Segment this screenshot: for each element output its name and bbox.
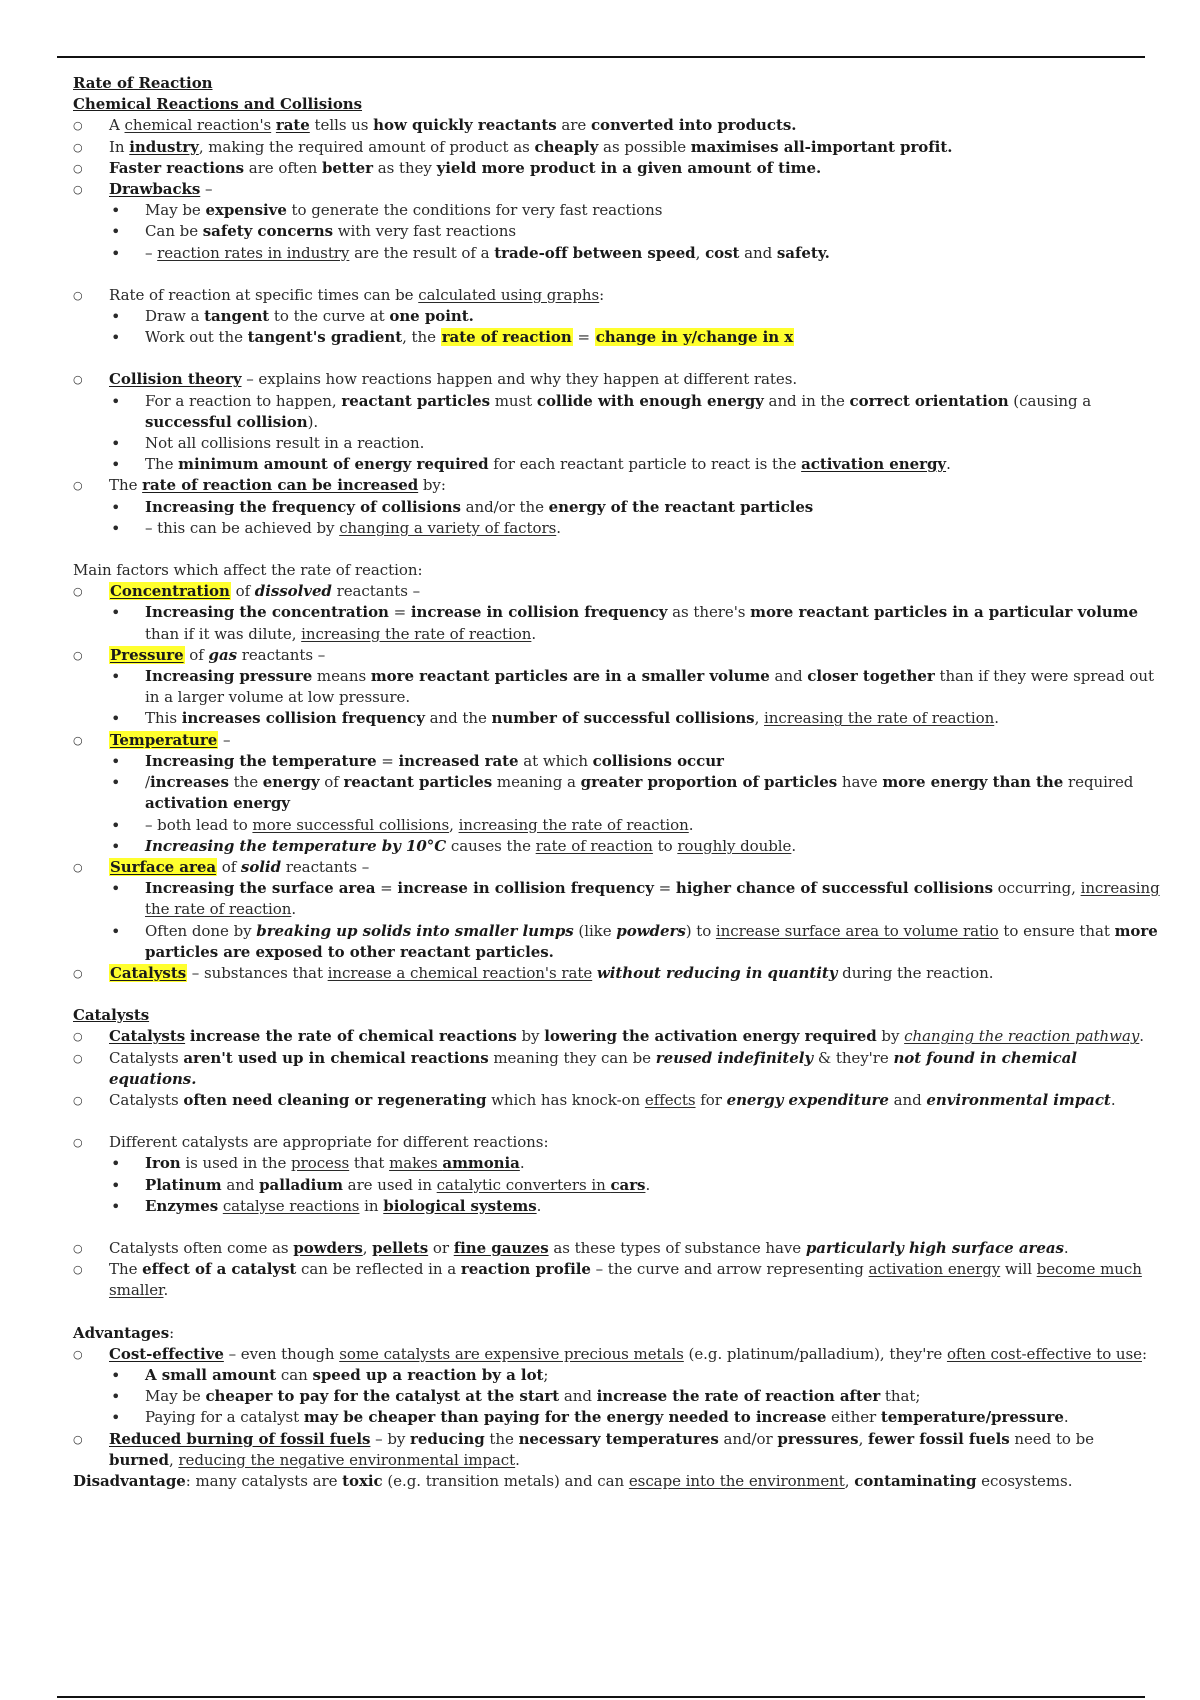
sub-bullet-item (73, 1153, 1163, 1174)
bullet-dot-icon: • (111, 434, 121, 454)
paragraph (73, 1005, 1163, 1026)
line-text: Increasing the surface area = increase in collision frequency = higher chance of successful collisions occurring, increasing the rate of reaction. (145, 879, 1160, 919)
line-text: Increasing the frequency of collisions and/or the energy of the reactant particles (145, 497, 814, 516)
hollow-bullet-icon: ○ (73, 733, 83, 747)
line-text: Often done by breaking up solids into smaller lumps (like powders) to increase surface area to volume ratio to ensure that more particles are exposed to other reactant particles. (145, 921, 1158, 961)
bullet-dot-icon: • (111, 836, 121, 856)
line-text: Catalysts often come as powders, pellets or fine gauzes as these types of substance have particularly high surface areas. (109, 1238, 1069, 1257)
bullet-dot-icon: • (111, 879, 121, 899)
hollow-bullet-icon: ○ (73, 161, 83, 175)
hollow-bullet-icon: ○ (73, 140, 83, 154)
line-text: Faster reactions are often better as they yield more product in a given amount of time. (109, 158, 822, 177)
line-text: Increasing the concentration = increase in collision frequency as there's more reactant particles in a particular volume than if it was dilute, increasing the rate of reaction. (145, 603, 1139, 643)
spacer (73, 984, 1163, 1005)
page-title: Rate of Reaction (73, 74, 213, 92)
bullet-dot-icon: • (111, 1175, 121, 1195)
bullet-item (73, 115, 1163, 136)
line-text: Increasing the temperature by 10°C causes the rate of reaction to roughly double. (145, 836, 797, 855)
hollow-bullet-icon: ○ (73, 585, 83, 599)
hollow-bullet-icon: ○ (73, 648, 83, 662)
line-text: The minimum amount of energy required for each reactant particle to react is the activation energy. (145, 455, 951, 474)
spacer (73, 264, 1163, 285)
bullet-item (73, 963, 1163, 984)
bullet-dot-icon: • (111, 709, 121, 729)
line-text: Cost-effective – even though some catalysts are expensive precious metals (e.g. platinum/palladium), they're often cost-effective to use: (109, 1344, 1148, 1363)
bullet-dot-icon: • (111, 1365, 121, 1385)
line-text: Advantages: (73, 1323, 175, 1342)
bullet-item (73, 857, 1163, 878)
sub-bullet-item (73, 243, 1163, 264)
line-text: Catalysts often need cleaning or regenerating which has knock-on effects for energy expenditure and environmental impact. (109, 1090, 1116, 1109)
line-text: May be expensive to generate the conditions for very fast reactions (145, 201, 663, 220)
paragraph (73, 1323, 1163, 1344)
hollow-bullet-icon: ○ (73, 1051, 83, 1065)
line-text: For a reaction to happen, reactant particles must collide with enough energy and in the correct orientation (causing a successful collision). (145, 391, 1092, 431)
bullet-item (73, 1259, 1163, 1301)
paragraph (73, 560, 1163, 581)
bullet-dot-icon: • (111, 391, 121, 411)
sub-bullet-item (73, 751, 1163, 772)
hollow-bullet-icon: ○ (73, 1347, 83, 1361)
line-text: In industry, making the required amount of product as cheaply as possible maximises all-important profit. (109, 137, 953, 156)
line-text: Enzymes catalyse reactions in biological systems. (145, 1196, 542, 1215)
sub-bullet-item (73, 602, 1163, 644)
bullet-item (73, 1429, 1163, 1471)
spacer (73, 539, 1163, 560)
sub-bullet-item (73, 454, 1163, 475)
hollow-bullet-icon: ○ (73, 1241, 83, 1255)
bullet-dot-icon: • (111, 201, 121, 221)
bullet-dot-icon: • (111, 921, 121, 941)
line-text: Increasing pressure means more reactant particles are in a smaller volume and closer together than if they were spread out in a larger volume at low pressure. (145, 667, 1154, 707)
bullet-item (73, 1048, 1163, 1090)
hollow-bullet-icon: ○ (73, 1263, 83, 1277)
bullet-item (73, 730, 1163, 751)
bullet-dot-icon: • (111, 815, 121, 835)
sub-bullet-item (73, 306, 1163, 327)
line-text: Catalysts (73, 1006, 150, 1025)
hollow-bullet-icon: ○ (73, 183, 83, 197)
bullet-item (73, 369, 1163, 390)
hollow-bullet-icon: ○ (73, 1030, 83, 1044)
sub-bullet-item (73, 518, 1163, 539)
bullet-dot-icon: • (111, 773, 121, 793)
line-text: The effect of a catalyst can be reflected in a reaction profile – the curve and arrow representing activation energy will become much smaller. (109, 1260, 1142, 1300)
bullet-dot-icon: • (111, 751, 121, 771)
bullet-dot-icon: • (111, 455, 121, 475)
sub-bullet-item (73, 497, 1163, 518)
bullet-dot-icon: • (111, 328, 121, 348)
line-text: Temperature – (110, 730, 231, 749)
bullet-item (73, 1132, 1163, 1153)
bullet-item (73, 1026, 1163, 1047)
bullet-item (73, 645, 1163, 666)
section-heading: Chemical Reactions and Collisions (73, 95, 363, 114)
sub-bullet-item (73, 1386, 1163, 1407)
bullet-item (73, 475, 1163, 496)
bullet-item (73, 1344, 1163, 1365)
bullet-dot-icon: • (111, 667, 121, 687)
bullet-item (73, 1238, 1163, 1259)
line-text: Catalysts increase the rate of chemical reactions by lowering the activation energy required by changing the reaction pathway. (109, 1027, 1144, 1046)
line-text: Catalysts – substances that increase a chemical reaction's rate without reducing in quantity during the reaction. (110, 963, 994, 982)
line-text: Draw a tangent to the curve at one point. (145, 307, 474, 326)
hollow-bullet-icon: ○ (73, 1432, 83, 1446)
hollow-bullet-icon: ○ (73, 479, 83, 493)
line-text: Surface area of solid reactants – (110, 857, 370, 876)
line-text: Reduced burning of fossil fuels – by reducing the necessary temperatures and/or pressures, fewer fossil fuels need to be burned, reducing the negative environmental impact. (109, 1429, 1095, 1469)
sub-bullet-item (73, 878, 1163, 920)
bottom-rule (57, 1696, 1145, 1698)
line-text: /increases the energy of reactant particles meaning a greater proportion of particles have more energy than the required activation energy (145, 773, 1134, 813)
line-text: Drawbacks – (109, 180, 213, 199)
hollow-bullet-icon: ○ (73, 966, 83, 980)
bullet-dot-icon: • (111, 1408, 121, 1428)
line-text: A chemical reaction's rate tells us how quickly reactants are converted into products. (109, 116, 797, 135)
sub-bullet-item (73, 391, 1163, 433)
bullet-dot-icon: • (111, 243, 121, 263)
sub-bullet-item (73, 666, 1163, 708)
sub-bullet-item (73, 1407, 1163, 1428)
line-text: Not all collisions result in a reaction. (145, 434, 425, 453)
line-text: Work out the tangent's gradient, the rate of reaction = change in y/change in x (145, 328, 794, 347)
sub-bullet-item (73, 1196, 1163, 1217)
line-text: Different catalysts are appropriate for different reactions: (109, 1133, 549, 1152)
line-text: The rate of reaction can be increased by: (109, 476, 446, 495)
bullet-item (73, 179, 1163, 200)
line-text: Main factors which affect the rate of reaction: (73, 561, 423, 580)
sub-bullet-item (73, 921, 1163, 963)
sub-bullet-item (73, 1175, 1163, 1196)
sub-bullet-item (73, 200, 1163, 221)
bullet-dot-icon: • (111, 518, 121, 538)
line-text: Increasing the temperature = increased rate at which collisions occur (145, 751, 724, 770)
line-text: Can be safety concerns with very fast reactions (145, 222, 516, 241)
line-text: Pressure of gas reactants – (110, 645, 326, 664)
bullet-dot-icon: • (111, 1154, 121, 1174)
line-text: A small amount can speed up a reaction by a lot; (145, 1365, 549, 1384)
hollow-bullet-icon: ○ (73, 1136, 83, 1150)
bullet-item (73, 581, 1163, 602)
line-text: Collision theory – explains how reactions happen and why they happen at different rates. (109, 370, 798, 389)
line-text: – this can be achieved by changing a variety of factors. (145, 518, 561, 537)
line-text: Concentration of dissolved reactants – (110, 582, 421, 601)
bullet-dot-icon: • (111, 497, 121, 517)
hollow-bullet-icon: ○ (73, 119, 83, 133)
line-text: Rate of reaction at specific times can be calculated using graphs: (109, 285, 605, 304)
bullet-item (73, 285, 1163, 306)
paragraph (73, 1471, 1163, 1492)
notes-body (73, 73, 1163, 1492)
spacer (73, 1302, 1163, 1323)
spacer (73, 1111, 1163, 1132)
notes-list (73, 115, 1163, 1492)
sub-bullet-item (73, 1365, 1163, 1386)
hollow-bullet-icon: ○ (73, 1093, 83, 1107)
spacer (73, 1217, 1163, 1238)
line-text: Platinum and palladium are used in catalytic converters in cars. (145, 1175, 651, 1194)
line-text: This increases collision frequency and the number of successful collisions, increasing the rate of reaction. (145, 709, 999, 728)
hollow-bullet-icon: ○ (73, 373, 83, 387)
line-text: Catalysts aren't used up in chemical reactions meaning they can be reused indefinitely & they're not found in chemical equations. (109, 1048, 1077, 1088)
line-text: May be cheaper to pay for the catalyst at the start and increase the rate of reaction after that; (145, 1387, 921, 1406)
sub-bullet-item (73, 327, 1163, 348)
spacer (73, 348, 1163, 369)
sub-bullet-item (73, 815, 1163, 836)
bullet-dot-icon: • (111, 603, 121, 623)
line-text: – both lead to more successful collisions, increasing the rate of reaction. (145, 815, 694, 834)
bullet-dot-icon: • (111, 1196, 121, 1216)
bullet-dot-icon: • (111, 1387, 121, 1407)
hollow-bullet-icon: ○ (73, 860, 83, 874)
bullet-item (73, 137, 1163, 158)
bullet-dot-icon: • (111, 307, 121, 327)
line-text: Paying for a catalyst may be cheaper than paying for the energy needed to increase either temperature/pressure. (145, 1408, 1069, 1427)
line-text: Iron is used in the process that makes ammonia. (145, 1154, 525, 1173)
sub-bullet-item (73, 708, 1163, 729)
top-rule (57, 56, 1145, 58)
line-text: – reaction rates in industry are the result of a trade-off between speed, cost and safety. (145, 243, 830, 262)
sub-bullet-item (73, 836, 1163, 857)
sub-bullet-item (73, 221, 1163, 242)
line-text: Disadvantage: many catalysts are toxic (e.g. transition metals) and can escape into the environment, contaminating ecosystems. (73, 1471, 1073, 1490)
hollow-bullet-icon: ○ (73, 288, 83, 302)
bullet-dot-icon: • (111, 222, 121, 242)
bullet-item (73, 158, 1163, 179)
bullet-item (73, 1090, 1163, 1111)
sub-bullet-item (73, 433, 1163, 454)
sub-bullet-item (73, 772, 1163, 814)
